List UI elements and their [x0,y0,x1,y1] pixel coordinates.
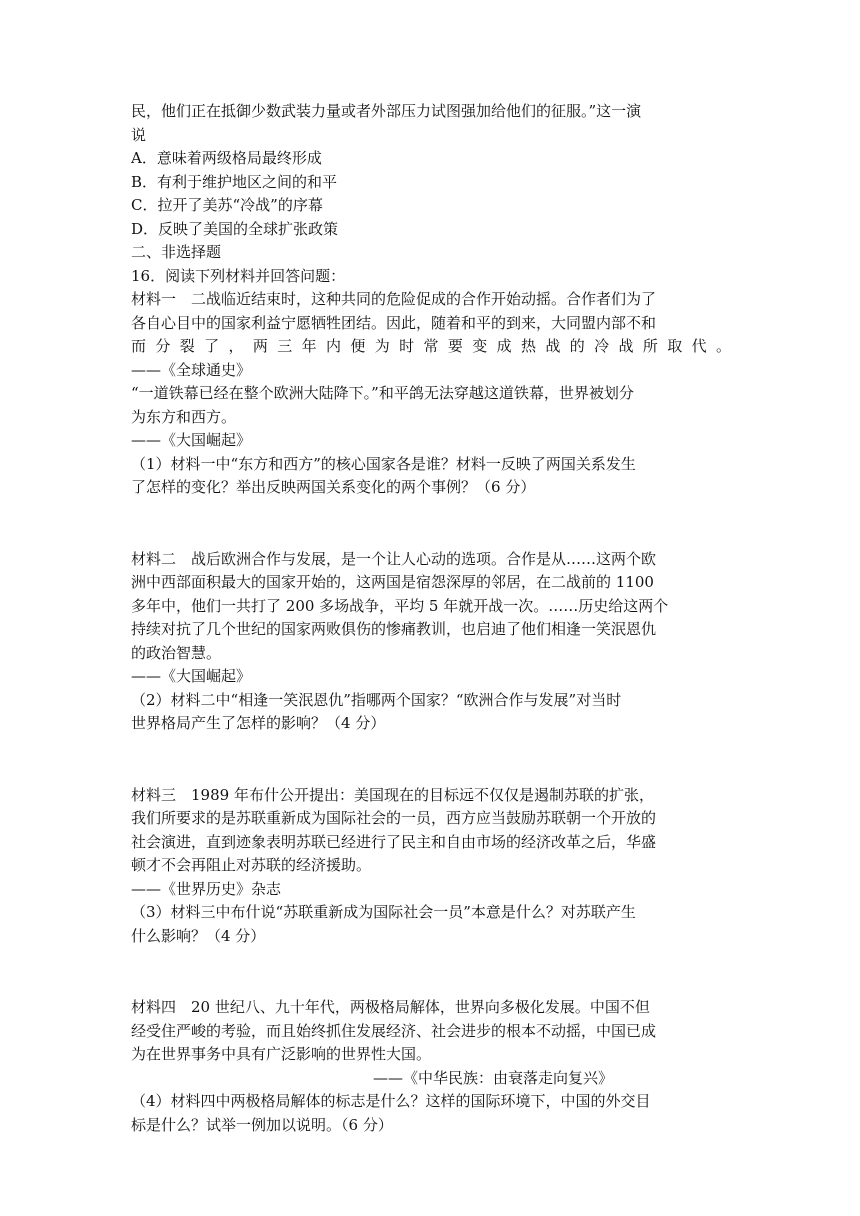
material-1-line: 材料一 二战临近结束时，这种共同的危险促成的合作开始动摇。合作者们为了 [131,290,657,308]
answer-space [131,948,731,996]
q15-continuation-end: 说 [131,125,147,144]
question-2-line: 世界格局产生了怎样的影响？（4 分） [131,714,386,732]
answer-space [131,736,731,784]
question-2 [131,689,731,736]
exam-page [131,100,731,1137]
question-1 [131,453,731,500]
material-1-source: ——《大国崛起》 [131,431,252,449]
question-4-line: （4）材料四中两极格局解体的标志是什么？这样的国际环境下，中国的外交目 [131,1092,651,1110]
q15-option-c: C．拉开了美苏“冷战”的序幕 [131,196,323,214]
question-1-line: （1）材料一中“东方和西方”的核心国家各是谁？材料一反映了两国关系发生 [131,454,636,473]
answer-space [131,500,731,548]
question-4-line: 标是什么？试举一例加以说明。（6 分） [131,1115,393,1134]
q16-intro: 16．阅读下列材料并回答问题： [131,266,346,285]
material-3-line: 我们所要求的是苏联重新成为国际社会的一员，西方应当鼓励苏联朝一个开放的 [131,809,657,827]
material-3-line: 顿才不会再阻止对苏联的经济援助。 [131,856,372,874]
q15-option-a: A．意味着两级格局最终形成 [131,149,322,167]
material-2-line: 洲中西部面积最大的国家开始的，这两国是宿怨深厚的邻居，在二战前的 1100 [131,573,654,591]
question-3 [131,901,731,948]
material-3-line: 社会演进，直到迹象表明苏联已经进行了民主和自由市场的经济改革之后，华盛 [131,832,657,851]
material-1-line: 为东方和西方。 [131,407,237,426]
material-2-source: ——《大国崛起》 [131,667,252,685]
material-2-line: 多年中，他们一共打了 200 多场战争，平均 5 年就开战一次。……历史给这两个 [131,596,669,615]
q15-option-b: B．有利于维护地区之间的和平 [131,172,338,191]
material-4-source: ——《中华民族：由衰落走向复兴》 [372,1068,613,1087]
question-2-line: （2）材料二中“相逢一笑泯恩仇”指哪两个国家？“欧洲合作与发展”对当时 [131,690,622,709]
material-3-source: ——《世界历史》杂志 [131,879,282,898]
material-1-source: ——《全球通史》 [131,360,252,379]
material-1-line: “一道铁幕已经在整个欧洲大陆降下。”和平鸽无法穿越这道铁幕，世界被划分 [131,384,634,402]
material-4-line: 为在世界事务中具有广泛影响的世界性大国。 [131,1045,432,1063]
section-heading: 二、非选择题 [131,243,222,261]
material-4-line: 材料四 20 世纪八、九十年代，两极格局解体，世界向多极化发展。中国不但 [131,998,650,1016]
material-4-line: 经受住严峻的考验，而且始终抓住发展经济、社会进步的根本不动摇，中国已成 [131,1021,657,1040]
q15-continuation-line: 民，他们正在抵御少数武装力量或者外部压力试图强加给他们的征服。”这一演 [131,102,642,120]
material-1-line: 各自心目中的国家利益宁愿牺牲团结。因此，随着和平的到来，大同盟内部不和 [131,313,657,332]
material-2 [131,548,731,689]
material-3 [131,784,731,902]
material-1 [131,288,731,453]
material-3-line: 材料三 1989 年布什公开提出：美国现在的目标远不仅仅是遏制苏联的扩张， [131,785,654,804]
material-4 [131,996,731,1090]
material-2-line: 的政治智慧。 [131,643,222,662]
q15-option-d: D．反映了美国的全球扩张政策 [131,219,339,238]
question-4 [131,1090,731,1137]
question-1-line: 了怎样的变化？举出反映两国关系变化的两个事例？（6 分） [131,478,536,496]
question-3-line: 什么影响？（4 分） [131,926,266,945]
question-3-line: （3）材料三中布什说“苏联重新成为国际社会一员”本意是什么？对苏联产生 [131,903,636,921]
material-2-line: 材料二 战后欧洲合作与发展，是一个让人心动的选项。合作是从……这两个欧 [131,549,657,568]
material-2-line: 持续对抗了几个世纪的国家两败俱伤的惨痛教训，也启迪了他们相逢一笑泯恩仇 [131,620,657,638]
material-1-line: 而分裂了，两三年内便为时常要变成热战的冷战所取代。 [131,337,731,355]
